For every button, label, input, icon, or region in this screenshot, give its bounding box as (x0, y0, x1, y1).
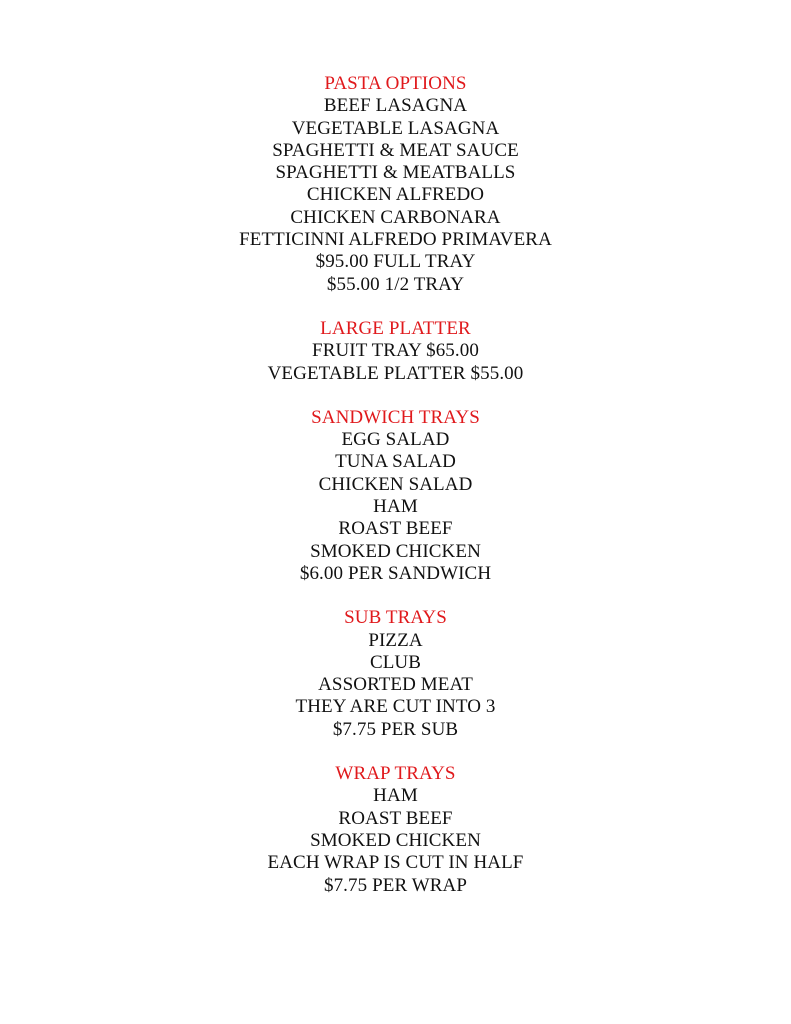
price-line: $55.00 1/2 TRAY (326, 273, 465, 295)
section-wrap-trays (0, 763, 791, 897)
section-pasta-options (0, 73, 791, 296)
menu-item: CHICKEN SALAD (318, 473, 473, 495)
menu-item: FRUIT TRAY $65.00 (312, 340, 479, 362)
section-sub-trays (0, 607, 791, 741)
menu-item: VEGETABLE PLATTER $55.00 (267, 362, 524, 384)
menu-item: ASSORTED MEAT (318, 674, 473, 696)
menu-item: EGG SALAD (341, 429, 450, 451)
menu-item: TUNA SALAD (335, 451, 456, 473)
section-heading: LARGE PLATTER (320, 317, 471, 339)
section-heading: PASTA OPTIONS (324, 73, 467, 94)
price-line: $7.75 PER WRAP (323, 874, 468, 896)
menu-item: CHICKEN CARBONARA (290, 206, 501, 228)
section-large-platter (0, 318, 791, 385)
price-line: $7.75 PER SUB (332, 718, 459, 740)
menu-item: CHICKEN ALFREDO (306, 184, 485, 206)
menu-item: SPAGHETTI & MEAT SAUCE (272, 139, 519, 161)
menu-item: SMOKED CHICKEN (310, 540, 481, 562)
menu-note: EACH WRAP IS CUT IN HALF (267, 852, 524, 874)
menu-item: PIZZA (368, 629, 423, 651)
menu-item: HAM (373, 785, 418, 807)
menu-item: HAM (373, 496, 418, 518)
menu-item: SMOKED CHICKEN (310, 829, 481, 851)
section-heading: SUB TRAYS (344, 607, 447, 629)
price-line: $95.00 FULL TRAY (315, 251, 476, 273)
menu-item: ROAST BEEF (338, 807, 453, 829)
menu-item: VEGETABLE LASAGNA (291, 117, 500, 139)
section-sandwich-trays (0, 407, 791, 585)
menu-item: FETTICINNI ALFREDO PRIMAVERA (239, 229, 552, 251)
catering-menu (0, 73, 791, 919)
price-line: $6.00 PER SANDWICH (299, 562, 492, 584)
menu-item: SPAGHETTI & MEATBALLS (275, 162, 516, 184)
menu-item: CLUB (369, 651, 422, 673)
menu-item: BEEF LASAGNA (323, 95, 468, 117)
section-heading: WRAP TRAYS (335, 763, 456, 785)
section-heading: SANDWICH TRAYS (311, 406, 480, 428)
menu-item: ROAST BEEF (338, 518, 453, 540)
menu-note: THEY ARE CUT INTO 3 (295, 696, 496, 718)
